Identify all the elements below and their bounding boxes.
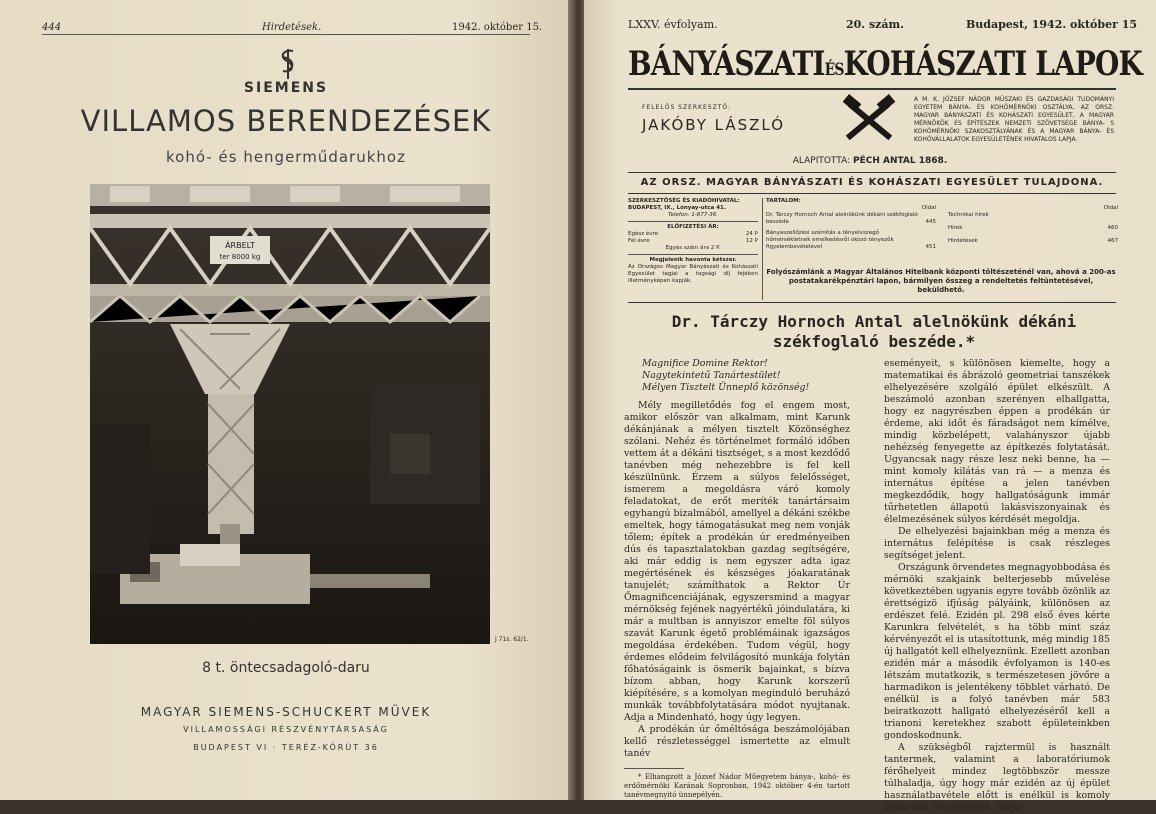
page-date: 1942. október 15. [452,22,543,33]
rule [628,254,758,255]
header-rule [42,34,530,35]
hammer-and-pick-icon [842,96,896,144]
subs-year-price: 24 P [745,231,758,237]
frequency: Megjelenik havonta kétszer. [649,257,737,263]
masthead-part-b: KOHÁSZATI LAPOK [843,44,1142,84]
rule [628,302,1116,303]
toc-entry[interactable] [948,212,1118,219]
founded-line [584,156,1156,166]
toc-entry-page: 451 [925,244,936,250]
founded-name: PÉCH ANTAL 1868. [852,156,948,166]
running-head: Hirdetések. [262,22,322,33]
subs-half-price: 12 P [745,238,758,244]
masthead [628,44,1142,84]
toc-entry-title: Bányaszellőzési számítás a tényelvszegő hőmérsékletnek emelkedésről okozó tényezők figyelembevételével [766,230,894,250]
box-divider [762,198,763,300]
founded-label: ALAPITOTTA: [792,156,851,166]
greeting-line: Magnifice Domine Rektor! [642,358,768,369]
organizations-text: A M. K. JÓZSEF NÁDOR MŰSZAKI ÉS GAZDASÁGI TUDOMÁNYI EGYETEM BÁNYA- ÉS KOHÓMÉRNÖKI OSZTÁLYA, AZ ORSZ. MAGYAR BÁNYÁSZATI ÉS KOHÁSZATI EGYESÜLET, A MAGYAR MÉRNÖKÖK ÉS ÉPÍTÉSZEK NEMZETI SZÖVETSÉGE BÁNYA- S KOHÓMÉRNÖKI SZAKOSZTÁLYÁNAK ÉS A MAGYAR BÁNYA- ÉS KOHÓVÁLLALATOK EGYESÜLETÉNEK HIVATALOS LAPJA. [914,96,1114,143]
toc-page-label: Oldal [1103,205,1118,211]
office-address: BUDAPEST, IX., Lónyay-utca 41. [628,205,726,211]
company-line-2: VILLAMOSSÁGI RÉSZVÉNYTÁRSASÁG [183,725,389,734]
left-page [0,0,572,800]
ad-title: VILLAMOS BERENDEZÉSEK [80,104,492,138]
bank-notice: Folyószámlánk a Magyar Általános Hitelbank központi tőltészeténél van, ahová a 200-as postatakarékpénztári lapon, bármilyen összeg a rendeltetés feltüntetésével, beküldhető. [766,268,1116,294]
subs-year-label: Egész évre [628,231,659,237]
toc-left-column [766,205,936,251]
subs-year [628,231,758,238]
toc-page-label: Oldal [921,205,936,211]
subs-label: ELŐFIZETÉSI ÁR: [667,224,719,230]
brand-name: SIEMENS [243,80,329,96]
office-phone: Telefon: 1-877-36. [667,212,719,218]
toc-entry-title: Hirdetések [948,238,978,244]
members-note: Az Országos Magyar Bányászati és Kohászati Egyesület tagjai a tagsági díj fejében illetményképen kapják. [628,264,758,284]
subs-half-label: Fél évre [628,238,650,244]
single-price: Egyes szám ára 2 P. [665,245,721,251]
toc-entry-title: Dr. Tárczy Hornoch Antal alelnökünk dékáni székfoglaló beszéde [766,212,918,225]
greeting-line: Nagytekintetű Tanártestület! [642,370,781,381]
toc-entry-page: 460 [1107,225,1118,231]
paragraph: eseményeit, s különösen kiemelte, hogy a matematikai és ábrázoló geometriai tanszékek elhelyezésére szolgáló épület elkészült. A beszámoló azonban szerényen elhallgatta, hogy ez nagyrészben éppen a prodékán úr érdeme, aki időt és fáradságot nem kímélve, mindig közbelépett, valahányszor újabb nehézség fenyegette az építkezés folytatását. Ugyancsak nagy része lesz neki benne, ha — mint komoly kilátás van rá — a menza és internátus építése a jelen tanévben megkezdődik, hogy hallgatóságunk immár tűrhetetlen állapotú lakásviszonyainak és élelmezésének súlyos kérdését megoldja. [884,358,1110,525]
masthead-rule [628,88,1116,90]
company-address: BUDAPEST VI · TERÉZ-KÖRÚT 36 [193,743,379,752]
ad-subtitle: kohó- és hengerműdarukhoz [166,148,406,166]
toc-entry[interactable] [948,238,1118,245]
paragraph: De elhelyezési bajainkban még a menza és internátus felépítése is csak részleges segítséget jelent. [884,526,1110,561]
masthead-es: ÉS [824,60,844,80]
paragraph: A prodékán úr őméltósága beszámolójában kellő részletességgel ismertette az elmult tanév [624,724,850,759]
subs-half [628,238,758,245]
toc-right-column [948,205,1118,251]
photo-caption: 8 t. öntecsadagoló-daru [202,660,370,676]
issue-number: 20. szám. [846,18,905,31]
paragraph: Mély megilletődés fog el engem most, amikor először van alkalmam, mint Karunk dékánjának a mélyen tisztelt Közönséghez szólani. Nehéz és történelmet formáló időben vettem át a dékáni tisztséget, s a most kezdődő tanévben még nehezebbre is fel kell készülnünk. Érzem a súlyos felelősséget, ismerem a megoldásra váró komoly feladatokat, de erőt meríték tanártársaim egyhangú bizalmából, amellyel a dékáni székbe emeltek, hogy támogatásukat meg nem vonják tőlem; építek a prodékán úr eredményeiben dús és tapasztalatokban gazdag segítségére, aki már eddig is nem egyszer adta igaz megértésének és készséges jóakaratának tanujelét; számíthatok a Rektor Úr Őmagnificenciájának, egyszersmind a magyar mérnökség fejének nagyértékű jóindulatára, ki már a multban is annyiszor emelte föl súlyos szavát Karunk égető problémáinak igazságos megoldása érdekében. Tudom végül, hogy érdemes elődeim felvilágosító munkája folytán főhatóságaink is ösmerik bajainkat, s bízva bízom abban, hogy Karunk korszerű kiépítésére, s a komolyan meginduló beruházó munkák továbbfolytatására módot nyujtanak. Adja a Mindenható, hogy úgy legyen. [624,400,850,723]
rule [628,193,1116,194]
svg-text:ter 8000 kg: ter 8000 kg [219,253,261,261]
toc-entry[interactable] [766,212,936,226]
toc-entry[interactable] [948,225,1118,232]
page-number: 444 [42,22,62,33]
toc-entry-page: 467 [1107,238,1118,244]
footnote-rule [624,768,684,769]
company-name: MAGYAR SIEMENS-SCHUCKERT MÜVEK [140,705,432,719]
crane-illustration [90,184,490,644]
article-column-1 [624,358,850,800]
rule [628,221,758,222]
toc-label: TARTALOM: [766,198,801,204]
article-title: Dr. Tárczy Hornoch Antal alelnökünk dékáni székfoglaló beszéde.* [671,312,1077,351]
toc-entry-page: 445 [925,219,936,225]
greeting-line: Mélyen Tisztelt Ünneplő közönség! [642,382,810,393]
photo-code: J 71s. 62/1. [495,636,529,643]
crane-sign-text: ÁRBELT [225,241,255,250]
toc-entry[interactable] [766,230,936,251]
ownership-line: AZ ORSZ. MAGYAR BÁNYÁSZATI ÉS KOHÁSZATI EGYESÜLET TULAJDONA. [640,177,1104,188]
article-column-2 [884,358,1110,814]
table-of-contents [766,198,1118,251]
toc-entry-title: Hírek [948,225,963,231]
crane-photo [90,184,490,644]
footnote: * Elhangzott a József Nádor Műegyetem bánya-, kohó- és erdőmérnöki Karának Sopronban, 1942 október 4-én tartott tanévmegnyitó ünnepélyén. [624,773,850,799]
editor-label: FELELŐS SZERKESZTŐ: [642,104,732,111]
toc-columns [766,205,1118,251]
rule [628,172,1116,173]
paragraph: A szükségből rajztermül is használt tantermek, valamint a laboratóriumok férőhelyeit mindez legtöbbször messze túlhaladja, úgy hogy már ezidén az új épület használatbavétele előtt is enélkül is komoly zökkenők fenyegetnek. Ideje- [884,742,1110,813]
siemens-logo-icon [275,47,301,81]
volume: LXXV. évfolyam. [628,18,718,31]
place-date: Budapest, 1942. október 15 [966,18,1138,31]
masthead-part-a: BÁNYÁSZATI [628,44,825,84]
editor-name: JAKÓBY LÁSZLÓ [642,116,786,134]
office-label: SZERKESZTŐSÉG ÉS KIADÓHIVATAL: [628,198,740,204]
publisher-info [628,198,758,285]
paragraph: Országunk örvendetes megnagyobbodása és mérnöki szakjaink belterjesebb művelése következtében ugyanis egyre tovább özönlik az érettségizö ifjúság pályáink, különösen az erdészet felé. Ezidén pl. 298 első éves kérte Karunkra felvételét, s ha több mint száz kérvényezőt el is utasítottunk, még mindig 185 új hallgatót kell elhelyeznünk. Ezellett azonban ezidén már a második évfolyamon is 140-es létszám mutatkozik, s természetesen jövőre a harmadikon is jelentékeny többlet várható. De enélkül is a folyó tanévben már 583 beiratkozott hallgató elhelyezéséről kell a trianoni keretekhez szabott épületeinkben gondoskodnunk. [884,562,1110,741]
toc-entry-title: Technikai hírek [948,212,989,218]
right-page [584,0,1156,813]
